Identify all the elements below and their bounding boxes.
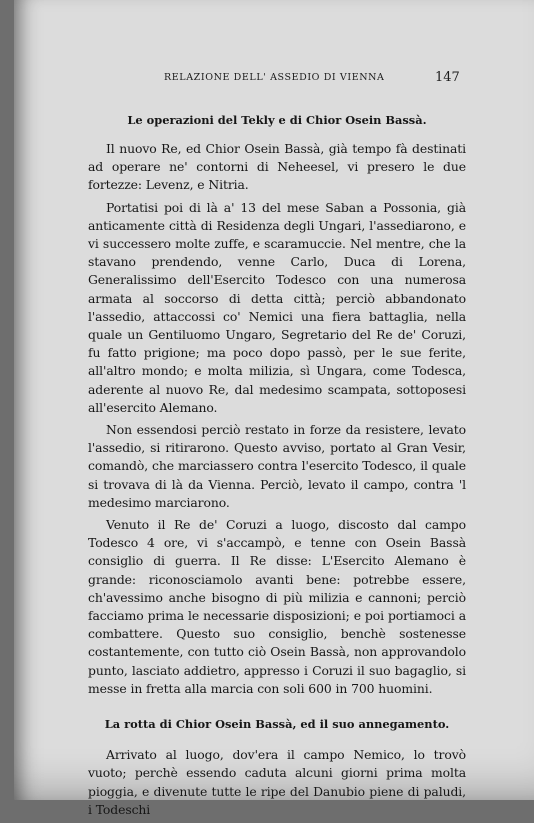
section-heading: La rotta di Chior Osein Bassà, ed il suo annegamento. bbox=[104, 717, 450, 732]
body-text bbox=[88, 112, 466, 823]
section-heading: Le operazioni del Tekly e di Chior Osein Bassà. bbox=[127, 113, 427, 127]
paragraph: Il nuovo Re, ed Chior Osein Bassà, già tempo fà destinati ad operare ne' contorni di Neheesel, vi presero le due fortezze: Levenz, e Nitria. bbox=[88, 141, 466, 193]
book-page bbox=[14, 0, 534, 817]
paragraph: Portatisi poi di là a' 13 del mese Saban a Possonia, già anticamente città di Residenza degli Ungari, l'assediarono, e vi successero molte zuffe, e scaramuccie. Nel mentre, che la stavano prendendo, venne Carlo, Duca di Lorena, Generalissimo dell'Esercito Todesco con una numerosa armata al soccorso di detta città; perciò abbandonato l'assedio, attaccossi co' Nemici una fiera battaglia, nella quale un Gentiluomo Ungaro, Segretario del Re de' Coruzi, fu fatto prigione; ma poco dopo passò, per le sue ferite, all'altro mondo; e molta milizia, sì Ungara, come Todesca, aderente al nuovo Re, dal medesimo scampata, sottoposesi all'esercito Alemano. bbox=[88, 199, 466, 415]
paragraph: Arrivato al luogo, dov'era il campo Nemico, lo trovò vuoto; perchè essendo caduta alcuni giorni prima molta pioggia, e divenute tutte le ripe del Danubio piene di paludi, i Todeschi bbox=[88, 747, 466, 817]
running-head bbox=[14, 72, 534, 90]
paragraph: Venuto il Re de' Coruzi a luogo, discosto dal campo Todesco 4 ore, vi s'accampò, e tenne con Osein Bassà consiglio di guerra. Il Re disse: L'Esercito Alemano è grande: riconosciamolo avanti bene: potrebbe essere, ch'avessimo anche bisogno di più milizia e cannoni; perciò facciamo prima le necessarie disposizioni; e poi portiamoci a combattere. Questo suo consiglio, benchè sostenesse costantemente, con tutto ciò Osein Bassà, non approvandolo punto, lasciato addietro, appresso i Coruzi il suo bagaglio, si messe in fretta alla marcia con soli 600 in 700 huomini. bbox=[88, 517, 466, 696]
page-number: 147 bbox=[435, 70, 460, 85]
paragraph: Non essendosi perciò restato in forze da resistere, levato l'assedio, si ritirarono. Questo avviso, portato al Gran Vesir, comandò, che marciassero contra l'esercito Todesco, il quale si trovava di là da Vienna. Perciò, levato il campo, contra 'l medesimo marciarono. bbox=[88, 422, 466, 510]
running-head-title: RELAZIONE DELL' ASSEDIO DI VIENNA bbox=[164, 72, 385, 83]
